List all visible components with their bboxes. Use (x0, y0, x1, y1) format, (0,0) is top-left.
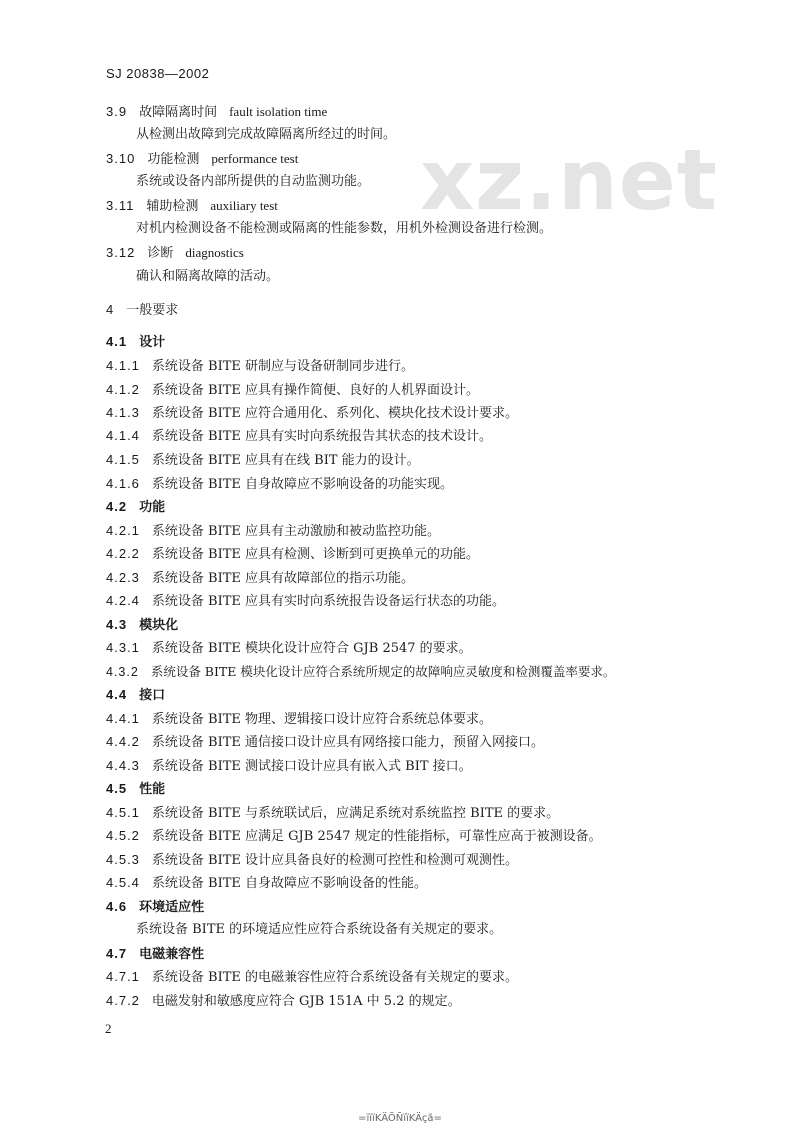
clause: 4.3.1 系统设备 BITE 模块化设计应符合 GJB 2547 的要求。 (106, 640, 472, 656)
term-title: 诊断 (147, 246, 174, 261)
clause-number: 3.10 (106, 151, 136, 166)
term-heading (106, 198, 746, 215)
clause: 4.5.3 系统设备 BITE 设计应具备良好的检测可控性和检测可观测性。 (106, 852, 519, 868)
clause-number: 3.12 (106, 245, 136, 260)
section-heading: 4.1 设计 (106, 334, 166, 350)
term-heading (106, 151, 746, 168)
chapter-title: 一般要求 (126, 303, 179, 318)
clause: 4.2.1 系统设备 BITE 应具有主动激励和被动监控功能。 (106, 523, 441, 539)
term-definition: 对机内检测设备不能检测或隔离的性能参数，用机外检测设备进行检测。 (136, 221, 553, 236)
clause: 4.5.1 系统设备 BITE 与系统联试后，应满足系统对系统监控 BITE 的要求。 (106, 805, 560, 821)
term-definition: 从检测出故障到完成故障隔离所经过的时间。 (136, 127, 397, 142)
clause: 4.1.5 系统设备 BITE 应具有在线 BIT 能力的设计。 (106, 452, 420, 468)
term-title: 故障隔离时间 (139, 105, 218, 120)
watermark: xz.net (420, 131, 718, 229)
clause: 4.4.2 系统设备 BITE 通信接口设计应具有网络接口能力，预留入网接口。 (106, 734, 545, 750)
clause: 4.2.4 系统设备 BITE 应具有实时向系统报告设备运行状态的功能。 (106, 593, 506, 609)
clause-number: 3.11 (106, 198, 135, 213)
clause: 4.2.2 系统设备 BITE 应具有检测、诊断到可更换单元的功能。 (106, 546, 480, 562)
clause-number: 3.9 (106, 104, 128, 119)
term-english: diagnostics (185, 245, 244, 260)
chapter-heading (106, 302, 746, 319)
section-heading: 4.3 模块化 (106, 617, 179, 633)
term-heading (106, 104, 746, 121)
term-heading (106, 245, 746, 262)
page-number: 2 (105, 1021, 112, 1036)
term-english: auxiliary test (210, 198, 278, 213)
term-english: performance test (211, 151, 299, 166)
section-heading: 4.7 电磁兼容性 (106, 946, 205, 962)
clause: 4.1.3 系统设备 BITE 应符合通用化、系列化、模块化技术设计要求。 (106, 405, 519, 421)
clause: 4.1.6 系统设备 BITE 自身故障应不影响设备的功能实现。 (106, 476, 454, 492)
clause: 4.1.1 系统设备 BITE 研制应与设备研制同步进行。 (106, 358, 415, 374)
section-paragraph: 系统设备 BITE 的环境适应性应符合系统设备有关规定的要求。 (136, 922, 503, 937)
footer-mark: =ïïïKÄÕÑïïKÄçã= (358, 1113, 442, 1124)
clause: 4.1.2 系统设备 BITE 应具有操作简便、良好的人机界面设计。 (106, 382, 480, 398)
section-heading: 4.6 环境适应性 (106, 899, 205, 915)
section-heading: 4.2 功能 (106, 499, 166, 515)
clause: 4.7.2 电磁发射和敏感度应符合 GJB 151A 中 5.2 的规定。 (106, 993, 461, 1009)
clause: 4.1.4 系统设备 BITE 应具有实时向系统报告其状态的技术设计。 (106, 428, 493, 444)
clause: 4.5.4 系统设备 BITE 自身故障应不影响设备的性能。 (106, 875, 428, 891)
term-title: 功能检测 (147, 152, 200, 167)
term-definition: 确认和隔离故障的活动。 (136, 269, 280, 284)
term-definition: 系统或设备内部所提供的自动监测功能。 (136, 174, 371, 189)
chapter-number: 4 (106, 302, 115, 317)
clause: 4.5.2 系统设备 BITE 应满足 GJB 2547 规定的性能指标，可靠性应高于被测设备。 (106, 828, 602, 844)
clause: 4.2.3 系统设备 BITE 应具有故障部位的指示功能。 (106, 570, 415, 586)
section-heading: 4.5 性能 (106, 781, 166, 797)
clause: 4.4.3 系统设备 BITE 测试接口设计应具有嵌入式 BIT 接口。 (106, 758, 472, 774)
clause: 4.3.2 系统设备 BITE 模块化设计应符合系统所规定的故障响应灵敏度和检测覆盖率要求。 (106, 664, 616, 679)
clause: 4.7.1 系统设备 BITE 的电磁兼容性应符合系统设备有关规定的要求。 (106, 969, 519, 985)
term-title: 辅助检测 (146, 199, 199, 214)
term-english: fault isolation time (229, 104, 328, 119)
section-heading: 4.4 接口 (106, 687, 166, 703)
clause: 4.4.1 系统设备 BITE 物理、逻辑接口设计应符合系统总体要求。 (106, 711, 493, 727)
standard-code-header: SJ 20838—2002 (106, 66, 210, 81)
